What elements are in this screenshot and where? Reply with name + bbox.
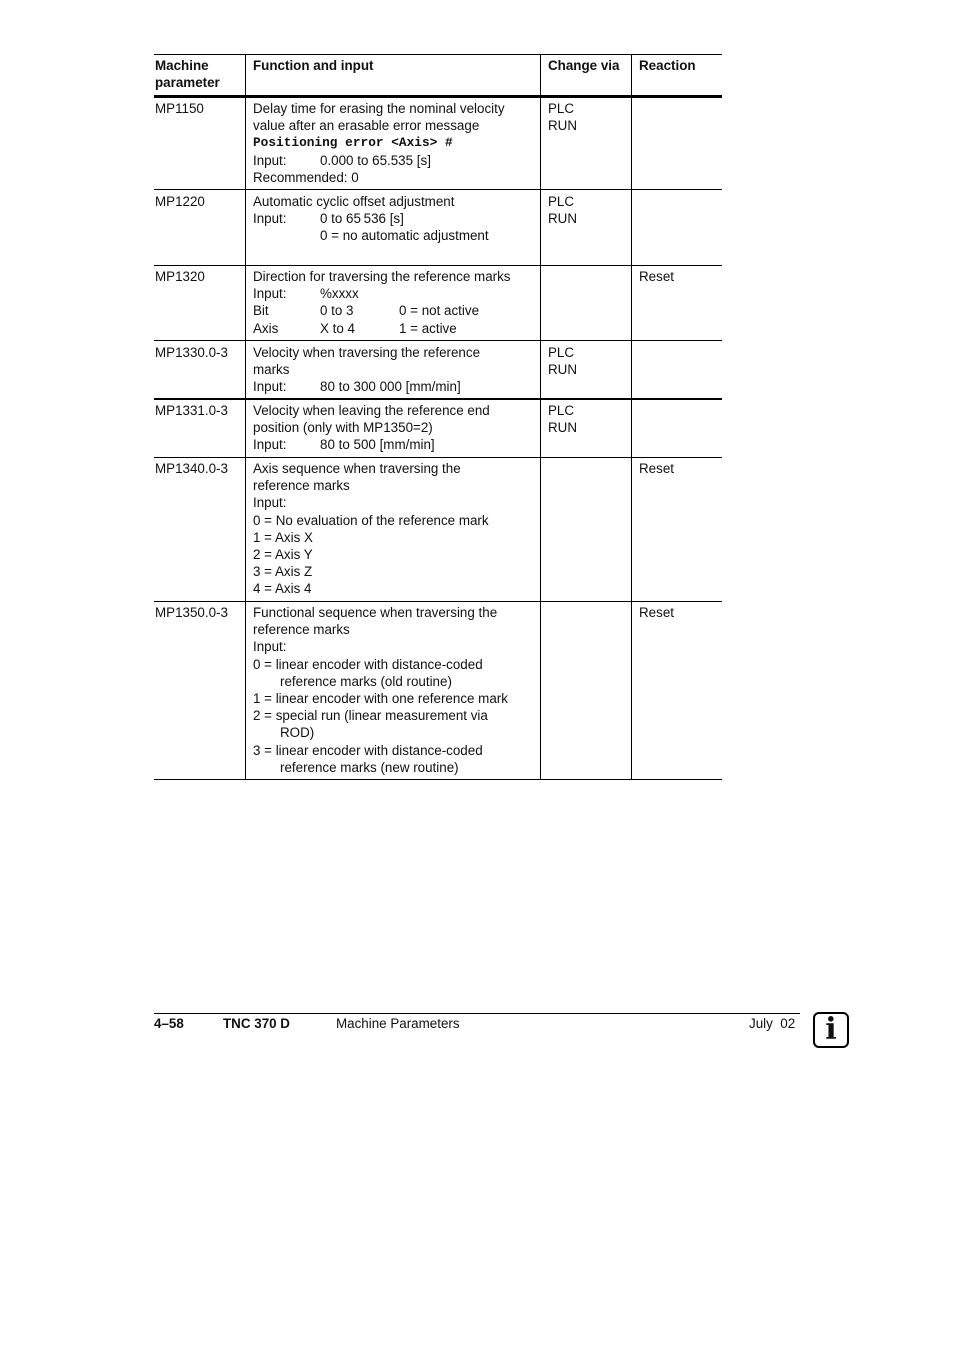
input-value: 0.000 to 65.535 [s] <box>320 152 431 168</box>
function-line: Direction for traversing the reference marks <box>253 269 511 284</box>
change-value: RUN <box>548 211 578 227</box>
row-divider <box>154 189 722 190</box>
row-divider <box>154 265 722 266</box>
header-machine-parameter <box>155 57 220 91</box>
function-line: Axis sequence when traversing the <box>253 461 461 476</box>
param-cell: MP1150 <box>155 101 204 116</box>
function-cell <box>253 100 505 186</box>
header-change-via: Change via <box>548 58 620 73</box>
input-line <box>253 227 489 244</box>
function-cell <box>253 268 511 337</box>
change-cell <box>548 100 577 134</box>
function-cell <box>253 193 489 245</box>
function-line: Velocity when traversing the reference <box>253 345 481 360</box>
input-line <box>253 436 490 453</box>
page-number: 4–58 <box>154 1016 184 1031</box>
function-line: Functional sequence when traversing the <box>253 605 498 620</box>
function-line: Delay time for erasing the nominal velocity <box>253 101 505 116</box>
option-line: 1 = Axis X <box>253 529 313 545</box>
change-value: PLC <box>548 403 575 418</box>
row-divider-thick <box>154 398 722 400</box>
input-label: Input: <box>253 437 287 453</box>
function-line: Velocity when leaving the reference end <box>253 403 490 418</box>
table-top-rule <box>154 54 722 55</box>
bit-meaning: 0 = not active <box>399 303 480 319</box>
option-line: 3 = Axis Z <box>253 564 313 580</box>
row-divider <box>154 340 722 341</box>
axis-label: Axis <box>253 320 279 336</box>
input-value: 0 to 65 536 [s] <box>320 211 404 227</box>
option-line: 3 = linear encoder with distance-coded <box>253 742 483 758</box>
input-line <box>253 210 489 227</box>
change-cell <box>548 193 577 227</box>
change-cell <box>548 402 577 436</box>
bit-label: Bit <box>253 303 269 319</box>
reaction-cell: Reset <box>639 605 674 620</box>
function-cell <box>253 460 489 598</box>
option-continuation: reference marks (new routine) <box>280 759 459 775</box>
option-line: 4 = Axis 4 <box>253 581 312 597</box>
column-divider <box>540 54 541 780</box>
function-cell <box>253 604 508 776</box>
error-message-code: Positioning error <Axis> # <box>253 135 453 151</box>
input-value: 80 to 500 [mm/min] <box>320 437 435 453</box>
info-icon: i <box>813 1012 849 1048</box>
change-cell <box>548 344 577 378</box>
option-line: 0 = linear encoder with distance-coded <box>253 656 483 672</box>
option-line: 2 = special run (linear measurement via <box>253 708 488 724</box>
function-line: reference marks <box>253 622 350 638</box>
reaction-cell: Reset <box>639 269 674 284</box>
table-bottom-rule <box>154 779 722 780</box>
change-value: RUN <box>548 118 578 134</box>
param-cell: MP1340.0-3 <box>155 461 228 476</box>
input-label: Input: <box>253 639 287 655</box>
function-line: position (only with MP1350=2) <box>253 420 433 436</box>
edition-date: July 02 <box>749 1016 796 1031</box>
input-line <box>253 152 505 169</box>
input-label: Input: <box>253 211 287 227</box>
function-line: Automatic cyclic offset adjustment <box>253 194 455 209</box>
table-header-rule <box>154 95 722 98</box>
column-divider <box>245 54 246 780</box>
param-cell: MP1220 <box>155 194 205 209</box>
function-line: reference marks <box>253 478 350 494</box>
header-function-input: Function and input <box>253 58 374 73</box>
option-continuation: reference marks (old routine) <box>280 673 452 689</box>
axis-range: X to 4 <box>320 320 355 336</box>
input-value: 0 = no automatic adjustment <box>320 228 489 244</box>
input-line <box>253 285 511 302</box>
function-line: marks <box>253 362 290 378</box>
input-line <box>253 378 480 395</box>
input-label: Input: <box>253 379 287 395</box>
input-value: 80 to 300 000 [mm/min] <box>320 379 461 395</box>
change-value: PLC <box>548 101 575 116</box>
footer-rule <box>154 1013 800 1014</box>
option-continuation: ROD) <box>280 725 315 741</box>
bit-line <box>253 302 511 319</box>
option-line: 1 = linear encoder with one reference mark <box>253 691 508 707</box>
column-divider <box>631 54 632 780</box>
param-cell: MP1320 <box>155 269 205 284</box>
header-param-line2: parameter <box>155 75 220 91</box>
function-cell <box>253 402 490 454</box>
option-line: 0 = No evaluation of the reference mark <box>253 512 489 528</box>
change-value: PLC <box>548 345 575 360</box>
param-cell: MP1330.0-3 <box>155 345 228 360</box>
row-divider <box>154 601 722 602</box>
change-value: RUN <box>548 420 578 436</box>
axis-meaning: 1 = active <box>399 320 457 336</box>
bit-range: 0 to 3 <box>320 303 354 319</box>
row-divider <box>154 457 722 458</box>
recommended-line: Recommended: 0 <box>253 169 359 185</box>
param-cell: MP1331.0-3 <box>155 403 228 418</box>
option-line: 2 = Axis Y <box>253 547 313 563</box>
function-cell <box>253 344 480 396</box>
change-value: PLC <box>548 194 575 209</box>
input-label: Input: <box>253 152 287 168</box>
header-reaction: Reaction <box>639 58 696 73</box>
axis-line <box>253 320 511 337</box>
param-cell: MP1350.0-3 <box>155 605 228 620</box>
reaction-cell: Reset <box>639 461 674 476</box>
function-line: value after an erasable error message <box>253 118 480 134</box>
product-name: TNC 370 D <box>223 1016 290 1031</box>
header-param-line1: Machine <box>155 58 209 73</box>
section-title: Machine Parameters <box>336 1016 460 1031</box>
input-label: Input: <box>253 286 287 302</box>
change-value: RUN <box>548 362 578 378</box>
input-label: Input: <box>253 495 287 511</box>
input-value: %xxxx <box>320 286 359 302</box>
